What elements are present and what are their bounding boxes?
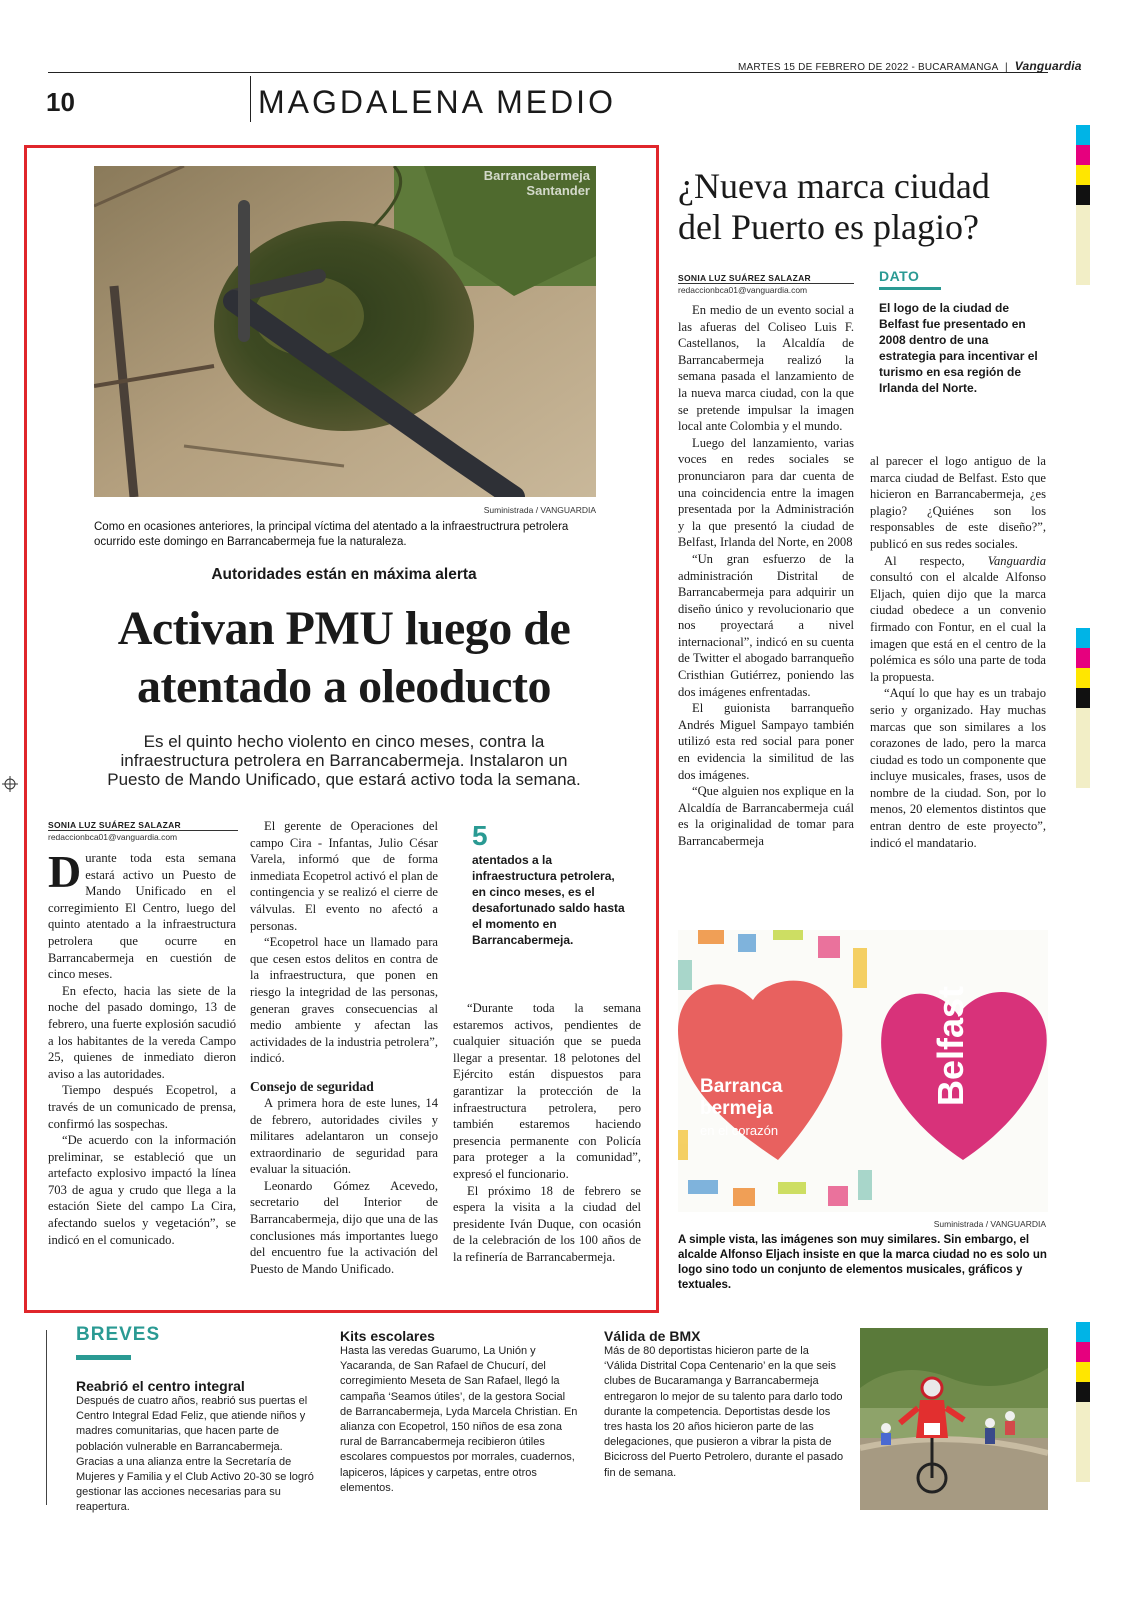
bmx-photo — [860, 1328, 1048, 1510]
byline-block — [48, 820, 238, 842]
paragraph: “Aquí lo que hay es un trabajo serio y organizado. Hay muchas marcas que son similares a los corazones de lado, pero la marca ciudad es todo un componente que incluye musicales, frases, usos de nombre de la ciudad. Son, por lo menos, 20 elementos distintos que entran dentro de este proyecto”, indicó el mandatario. — [870, 686, 1046, 850]
pipeline-photo — [94, 166, 596, 497]
paragraph: Leonardo Gómez Acevedo, secretario del Interior de Barrancabermeja, dijo que una de las conclusiones más importantes luego del encuentro fue la activación del Puesto de Mando Unificado. — [250, 1178, 438, 1276]
headline-line-1: Activan PMU luego de — [117, 602, 571, 655]
fact-text: atentados a la infraestructura petrolera, en cinco meses, es el desafortunado saldo hasta el momento en Barrancabermeja. — [472, 853, 625, 947]
section-title: MAGDALENA MEDIO — [258, 84, 616, 120]
header-divider — [250, 76, 251, 122]
breve-text: Más de 80 deportistas hicieron parte de la ‘Válida Distrital Copa Centenario’ en la que seis clubes de Bucaramanga y Barrancabermeja entregaron lo mejor de su talento para darlo todo durante la competencia. Deportistas desde los tres hasta los 20 años hicieron parte de las delegaciones, que pusieron a vibrar la pista de Bicicross del Puerto Petrolero, durante el pasado fin de semana. — [604, 1345, 844, 1479]
brand-logo: Vanguardia — [1014, 59, 1082, 73]
logo-left-line-3: en el corazón — [700, 1123, 779, 1138]
dateline: MARTES 15 DE FEBRERO DE 2022 - BUCARAMANGA | Vanguardia — [738, 59, 1082, 73]
paragraph: Luego del lanzamiento, varias voces en redes sociales se pronunciaron para dar cuenta de una coincidencia entre la imagen presentada por la Administración y la que presentó la ciudad de Belfast, Irlanda del Norte, en 2008 — [678, 435, 854, 550]
side-byline-email: redaccionbca01@vanguardia.com — [678, 283, 854, 295]
color-bar-bottom — [1076, 1322, 1090, 1482]
dato-box — [879, 268, 1039, 396]
kicker: Autoridades están en máxima alerta — [211, 566, 477, 583]
breve-item — [340, 1328, 578, 1496]
paragraph: El guionista barranqueño Andrés Miguel Sampayo también utilizó esta red social para poner en evidencia la similitud de las dos imágenes. — [678, 701, 854, 782]
dropcap: D — [48, 846, 82, 897]
breve-text: Después de cuatro años, reabrió sus puertas el Centro Integral Edad Feliz, que atiende niños y madres comunitarias, que hacen parte de población vulnerable en Barrancabermeja. Gracias a una alianza entre la Secretaría de Mujeres y Familia y el Club Activo 20-30 se logró gestionar las acciones necesarias para su reapertura. — [76, 1395, 314, 1514]
main-column-1 — [48, 846, 236, 1248]
dato-label: DATO — [879, 268, 941, 290]
color-bar-top — [1076, 125, 1090, 285]
logo-left-line-2: bermeja — [700, 1098, 773, 1119]
breve-item — [604, 1328, 844, 1481]
breve-title: Válida de BMX — [604, 1328, 701, 1344]
main-column-3 — [453, 1000, 641, 1266]
breve-text: Hasta las veredas Guarumo, La Unión y Yacaranda, de San Rafael de Chucurí, del corregimiento Meseta de San Rafael, llegó la campaña ‘Seamos útiles’, de la gestora Social de Barrancabermeja, Lyda Marcela Christian. En alianza con Ecopetrol, 150 niños de esa zona rural de Barrancabermeja recibieron útiles escolares compuestos por morrales, cuadernos, lapiceros, lápices y carpetas, entre otros elementos. — [340, 1345, 578, 1494]
subsection-heading: Consejo de seguridad — [250, 1078, 374, 1094]
paragraph-text: Al respecto, — [884, 553, 988, 568]
side-column-1 — [678, 302, 854, 850]
side-column-2 — [870, 453, 1046, 851]
paragraph: A primera hora de este lunes, 14 de febrero, autoridades civiles y militares adelantaron un consejo extraordinario de seguridad para evaluar la situación. — [250, 1095, 438, 1177]
photo-credit: Suministrada / VANGUARDIA — [483, 505, 596, 515]
paragraph — [870, 553, 1046, 686]
color-bar-mid — [1076, 628, 1090, 788]
logos-caption: A simple vista, las imágenes son muy similares. Sin embargo, el alcalde Alfonso Eljach insiste en que la marca ciudad no es solo un logo sino todo un conjunto de elementos musicales, gráficos y textuales. — [678, 1234, 1047, 1291]
paragraph: El próximo 18 de febrero se espera la visita a la ciudad del presidente Iván Duque, con ocasión de la celebración de los 100 años de la refinería de Barrancabermeja. — [453, 1183, 641, 1264]
main-headline — [44, 600, 644, 716]
breves-label: BREVES — [76, 1324, 161, 1345]
paragraph: “De acuerdo con la información preliminar, se estableció que un artefacto explosivo impactó la línea 703 de agua y crudo que llega a la estación Siete del campo La Cira, afectando suelos y vegetación”, se indicó en el comunicado. — [48, 1133, 236, 1247]
side-headline-line-1: ¿Nueva marca ciudad — [678, 166, 990, 206]
paragraph: En efecto, hacia las siete de la noche del pasado domingo, 13 de febrero, una fuerte explosión sacudió a los habitantes de la vereda Campo 25, quienes de inmediato dieron aviso a las autoridades. — [48, 983, 236, 1081]
dateline-text: MARTES 15 DE FEBRERO DE 2022 - BUCARAMANGA — [738, 62, 998, 73]
breve-item — [76, 1378, 316, 1516]
paragraph: “Que alguien nos explique en la Alcaldía de Barrancabermeja cuál es la originalidad de tomar para Barrancabermeja — [678, 784, 854, 848]
logo-left-line-1: Barranca — [700, 1076, 783, 1097]
main-column-2 — [250, 818, 438, 1277]
photo-location-overlay-2: Santander — [526, 183, 590, 198]
breves-bracket — [46, 1330, 55, 1505]
fact-number: 5 — [472, 820, 488, 851]
paragraph-text: consultó con el alcalde Alfonso Eljach, quien dijo que la marca ciudad obedece a un convenio firmado con Fontur, en el cual la imagen que está en el centro de la polémica es sólo una parte de toda la propuesta. — [870, 570, 1046, 684]
dato-text: El logo de la ciudad de Belfast fue presentado en 2008 dentro de una estrategia para incentivar el turismo en esa región de Irlanda del Norte. — [879, 301, 1038, 395]
paragraph: Tiempo después Ecopetrol, a través de un comunicado de prensa, confirmó las sospechas. — [48, 1083, 236, 1131]
page-number: 10 — [46, 87, 75, 117]
breve-title: Reabrió el centro integral — [76, 1378, 245, 1394]
paragraph: al parecer el logo antiguo de la marca ciudad de Belfast. Esto que hicieron en Barrancabermeja, ¿es plagio? ¿Quiénes son los responsables de este diseño?”, publicó en sus redes sociales. — [870, 454, 1046, 551]
paragraph: El gerente de Operaciones del campo Cira - Infantas, Julio César Varela, informó que de forma inmediata Ecopetrol activó el plan de contingencia y se realizó el cierre de válvulas. El evento no afectó a personas. — [250, 819, 438, 933]
side-headline-line-2: del Puerto es plagio? — [678, 207, 979, 247]
headline-line-2: atentado a oleoducto — [137, 660, 551, 713]
logos-comparison-image — [678, 930, 1048, 1212]
photo-location-overlay: Barrancabermeja — [483, 168, 590, 183]
logo-right-belfast: Belfast — [930, 985, 971, 1106]
brand-mention: Vanguardia — [987, 553, 1046, 568]
byline: SONIA LUZ SUÁREZ SALAZAR — [48, 820, 181, 830]
paragraph-text: urante toda esta semana estará activo un Puesto de Mando Unificado en el corregimiento El Centro, luego del quinto atentado a la infraestructura petrolera que ocurre en Barrancabermeja en cuestión de cinco meses. — [48, 851, 236, 982]
paragraph: “Ecopetrol hace un llamado para que cesen estos delitos en contra de la infraestructura, que ponen en riesgo la integridad de las personas, generan graves consecuencias al medio ambiente y afectan las actividades de la industria petrolera”, indicó. — [250, 935, 438, 1066]
subhead: Es el quinto hecho violento en cinco meses, contra la infraestructura petrolera en Barrancabermeja. Instalaron un Puesto de Mando Unificado, que estará activo toda la semana. — [107, 732, 581, 789]
logos-credit: Suministrada / VANGUARDIA — [933, 1219, 1046, 1229]
byline-email: redaccionbca01@vanguardia.com — [48, 830, 238, 842]
side-byline-block — [678, 273, 854, 295]
breve-title: Kits escolares — [340, 1328, 435, 1344]
paragraph: “Un gran esfuerzo de la administración Distrital de Barrancabermeja para adquirir un diseño único y revolucionario que nos proyectará a nivel internacional”, indicó en su cuenta de Twitter el abogado barranqueño Cristhian Gutiérrez, poniendo las dos imágenes enfrentadas. — [678, 551, 854, 699]
paragraph: “Durante toda la semana estaremos activos, pendientes de cualquier situación que se pueda llegar a presentar. 18 pelotones del Ejército están dispuestos para garantizar la protección de la infraestructura petrolera, pero también estaremos haciendo presencia permanente con Policía para proteger a la comunidad”, expresó el funcionario. — [453, 1001, 641, 1181]
side-byline: SONIA LUZ SUÁREZ SALAZAR — [678, 273, 811, 283]
side-headline — [678, 166, 1058, 248]
paragraph: En medio de un evento social a las afueras del Coliseo Luis F. Castellanos, la Alcaldía de Barrancabermeja realizó la semana pasada el lanzamiento de la nueva marca ciudad, con la que se pretende impulsar la imagen local ante Colombia y el mundo. — [678, 303, 854, 434]
photo-caption: Como en ocasiones anteriores, la principal víctima del atentado a la infraestructrura petrolera ocurrido este domingo en Barrancabermeja fue la naturaleza. — [94, 521, 569, 548]
registration-mark-icon — [2, 776, 18, 792]
paragraph — [48, 846, 236, 983]
breves-underline — [76, 1355, 131, 1360]
fact-box — [472, 820, 632, 948]
